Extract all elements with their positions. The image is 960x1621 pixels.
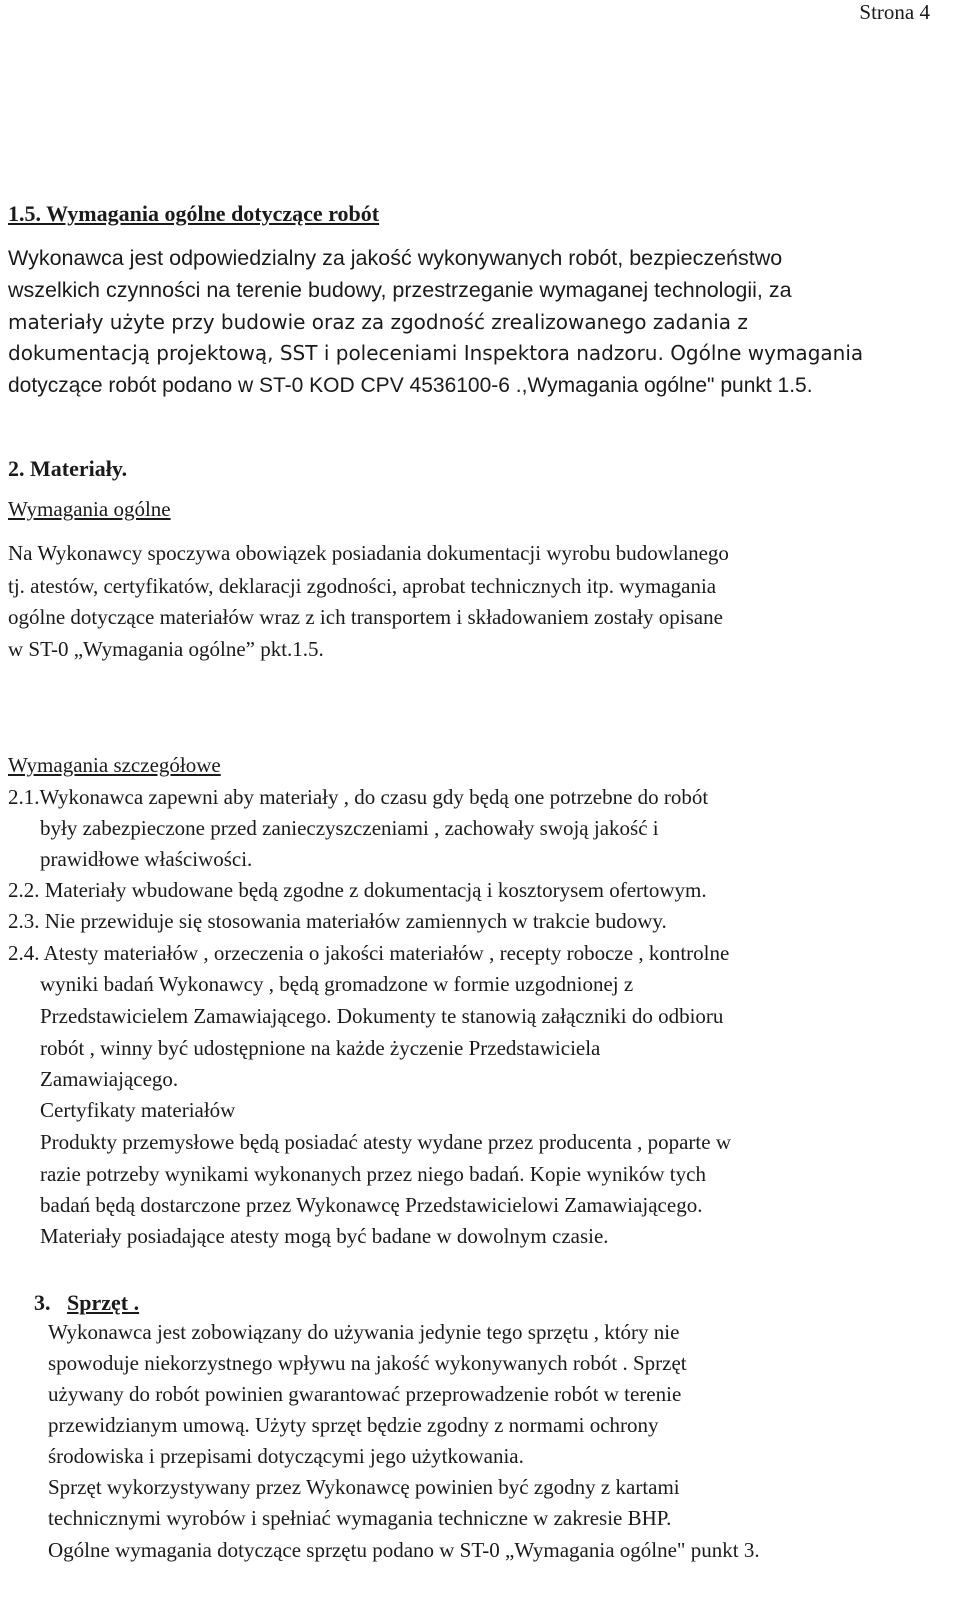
item-number: 2.3.	[8, 909, 40, 933]
section-1-5-line-text: dokumentacją projektową, SST i poleceniami Inspektora nadzoru. Ogólne wymagania	[8, 341, 864, 365]
item-2-4-line: Produkty przemysłowe będą posiadać atesty wydane przez producenta , poparte w	[40, 1130, 732, 1154]
item-2-4-line: wyniki badań Wykonawcy , będą gromadzone w formie uzgodnionej z	[40, 972, 634, 996]
item-2-4-line: badań będą dostarczone przez Wykonawcę Przedstawicielowi Zamawiającego.	[40, 1193, 703, 1217]
general-requirements-line: tj. atestów, certyfikatów, deklaracji zgodności, aprobat technicznych itp. wymagania	[8, 574, 717, 598]
section-1-5-line	[8, 343, 863, 363]
item-2-1-line: były zabezpieczone przed zanieczyszczeniami , zachowały swoją jakość i	[40, 816, 659, 840]
section-1-5-line: Wykonawca jest odpowiedzialny za jakość wykonywanych robót, bezpieczeństwo	[8, 246, 783, 270]
section-1-5-line: dotyczące robót podano w ST-0 KOD CPV 4536100-6 .,Wymagania ogólne" punkt 1.5.	[8, 374, 813, 397]
section-1-5-line: wszelkich czynności na terenie budowy, przestrzeganie wymaganej technologii, za	[8, 278, 792, 302]
certificates-subheading: Certyfikaty materiałów	[40, 1098, 236, 1122]
section-3-line: Ogólne wymagania dotyczące sprzętu podano w ST-0 „Wymagania ogólne" punkt 3.	[48, 1538, 760, 1562]
section-3-line: Sprzęt wykorzystywany przez Wykonawcę powinien być zgodny z kartami	[48, 1475, 680, 1499]
item-text: Materiały wbudowane będą zgodne z dokumentacją i kosztorysem ofertowym.	[44, 878, 707, 902]
section-3-line: Wykonawca jest zobowiązany do używania jedynie tego sprzętu , który nie	[48, 1320, 680, 1344]
page-number: Strona 4	[859, 0, 930, 24]
general-requirements-line: Na Wykonawcy spoczywa obowiązek posiadania dokumentacji wyrobu budowlanego	[8, 541, 729, 565]
general-requirements-heading: Wymagania ogólne	[8, 497, 171, 521]
section-1-5-heading-text: 1.5. Wymagania ogólne dotyczące robót	[8, 201, 380, 226]
section-3-number: 3.	[34, 1290, 51, 1315]
item-text: Atesty materiałów , orzeczenia o jakości materiałów , recepty robocze , kontrolne	[43, 941, 730, 965]
item-number: 2.1.	[8, 785, 40, 809]
item-number: 2.2.	[8, 878, 40, 902]
section-1-5-line: materiały użyte przy budowie oraz za zgodność zrealizowanego zadania z	[8, 310, 748, 334]
item-2-4-line: Przedstawicielem Zamawiającego. Dokumenty te stanowią załączniki do odbioru	[40, 1004, 724, 1028]
item-2-4-line: Zamawiającego.	[40, 1067, 179, 1091]
section-3-line: przewidzianym umową. Użyty sprzęt będzie zgodny z normami ochrony	[48, 1413, 659, 1437]
section-1-5-heading	[8, 203, 379, 225]
general-requirements-line: ogólne dotyczące materiałów wraz z ich transportem i składowaniem zostały opisane	[8, 605, 723, 629]
section-3-line: technicznymi wyrobów i spełniać wymagania techniczne w zakresie BHP.	[48, 1506, 672, 1530]
section-3-heading	[34, 1292, 139, 1314]
item-2-4-line: robót , winny być udostępnione na każde życzenie Przedstawiciela	[40, 1036, 601, 1060]
section-2-heading: 2. Materiały.	[8, 456, 128, 481]
item-2-4-line: razie potrzeby wynikami wykonanych przez niego badań. Kopie wyników tych	[40, 1162, 706, 1186]
section-3-line: używany do robót powinien gwarantować przeprowadzenie robót w terenie	[48, 1382, 682, 1406]
item-text: Nie przewiduje się stosowania materiałów zamiennych w trakcie budowy.	[44, 909, 667, 933]
section-3-title: Sprzęt .	[67, 1290, 140, 1315]
detailed-requirements-heading: Wymagania szczegółowe	[8, 753, 221, 777]
section-3-line: spowoduje niekorzystnego wpływu na jakość wykonywanych robót . Sprzęt	[48, 1351, 687, 1375]
general-requirements-line: w ST-0 „Wymagania ogólne” pkt.1.5.	[8, 637, 324, 661]
item-2-1	[8, 787, 708, 808]
item-2-1-line: prawidłowe właściwości.	[40, 847, 253, 871]
item-number: 2.4.	[8, 941, 40, 965]
section-3-line: środowiska i przepisami dotyczącymi jego użytkowania.	[48, 1444, 524, 1468]
item-2-2	[8, 880, 707, 901]
item-2-4	[8, 943, 729, 964]
item-2-3	[8, 911, 667, 932]
item-text: Wykonawca zapewni aby materiały , do czasu gdy będą one potrzebne do robót	[39, 785, 709, 809]
item-2-4-line: Materiały posiadające atesty mogą być badane w dowolnym czasie.	[40, 1224, 609, 1248]
